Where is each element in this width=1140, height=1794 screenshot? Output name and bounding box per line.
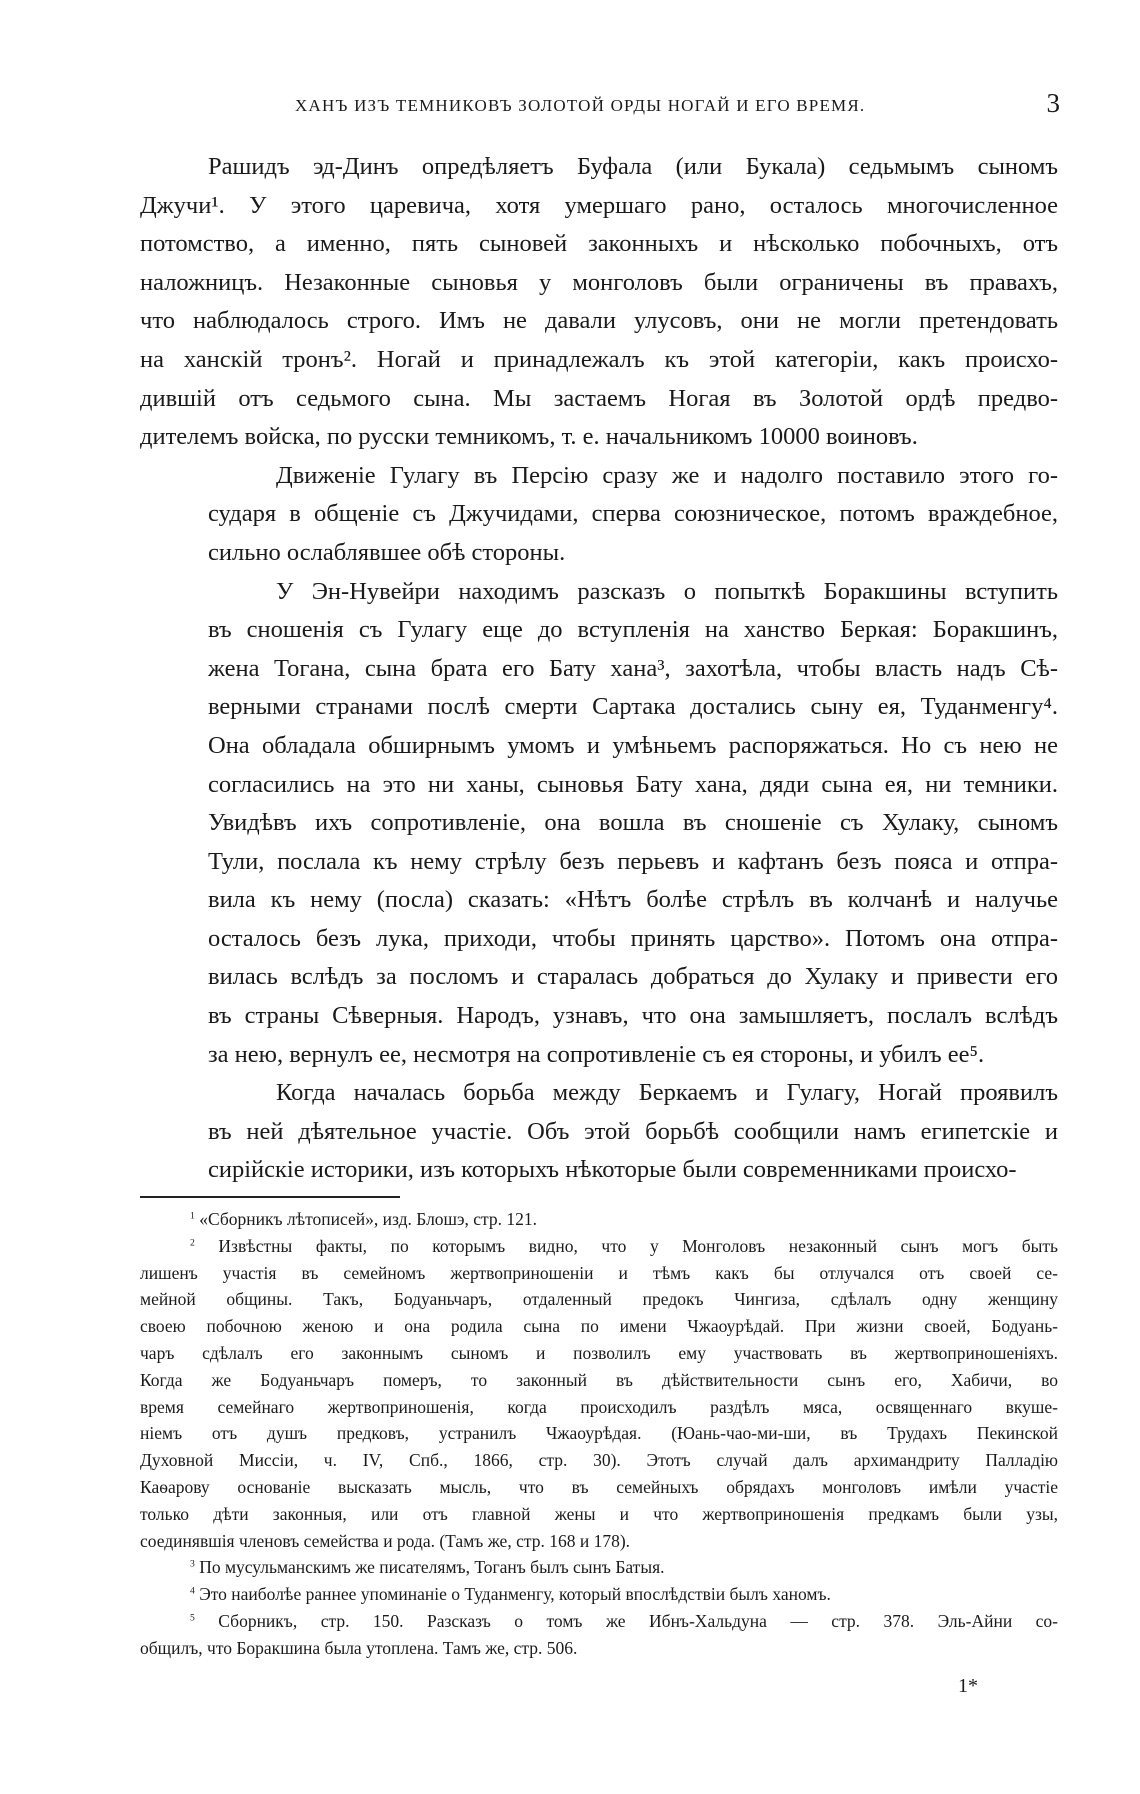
- footnote-text: соединявшія членовъ семейства и рода. (Тамъ же, стр. 168 и 178).: [140, 1530, 631, 1551]
- footnote-line: [140, 1608, 1058, 1635]
- footnote-text: ніемъ отъ душъ предковъ, устранилъ Чжаоурѣдая. (Юань-чао-ми-ши, въ Трудахъ Пекинской: [140, 1423, 1058, 1444]
- text-line: Джучи¹. У этого царевича, хотя умершаго рано, осталось многочисленное: [140, 191, 1058, 219]
- text-line: въ сношенія съ Гулагу еще до вступленія на ханство Беркая: Боракшинъ,: [208, 616, 1058, 644]
- footnote-number: 5: [190, 1612, 195, 1624]
- text-line: сударя в общеніе съ Джучидами, сперва союзническое, потомъ враждебное,: [208, 500, 1058, 528]
- footnote-line: [140, 1367, 1058, 1394]
- text-line: вилась вслѣдъ за посломъ и старалась добраться до Хулаку и привести его: [208, 963, 1058, 991]
- footnote-text: только дѣти законныя, или отъ главной жены и что жертвоприношенія предкамъ были узы,: [140, 1503, 1058, 1524]
- paragraph: [140, 573, 1058, 1075]
- footnote-line: [140, 1635, 1058, 1662]
- text-line: Рашидъ эд-Динъ опредѣляетъ Буфала (или Букала) седьмымъ сыномъ: [208, 153, 1058, 180]
- footnote-line: [140, 1554, 1058, 1581]
- footnote-text: Это наиболѣе раннее упоминаніе о Туданменгу, который впослѣдствіи былъ ханомъ.: [199, 1584, 831, 1605]
- text-line: Движеніе Гулагу въ Персію сразу же и надолго поставило этого го-: [276, 461, 1058, 489]
- footnote-line: [140, 1313, 1058, 1340]
- footnote-line: [140, 1233, 1058, 1260]
- footnote-text: чаръ сдѣлалъ его законнымъ сыномъ и позволилъ ему участвовать въ жертвоприношеніяхъ.: [140, 1342, 1058, 1363]
- footnote-separator: [140, 1196, 400, 1198]
- footnote-text: общилъ, что Боракшина была утоплена. Тамъ же, стр. 506.: [140, 1637, 578, 1658]
- paragraph: [140, 457, 1058, 573]
- footnote-text: своею побочною женою и она родила сына по имени Чжаоурѣдай. При жизни своей, Бодуань-: [140, 1316, 1058, 1337]
- footnote: [140, 1581, 1058, 1608]
- text-line: въ страны Сѣверныя. Народъ, узнавъ, что она замышляетъ, послалъ вслѣдъ: [208, 1002, 1058, 1030]
- footnote-number: 4: [190, 1585, 195, 1597]
- text-line: сильно ослаблявшее обѣ стороны.: [208, 538, 566, 566]
- text-line: дителемъ войска, по русски темникомъ, т. е. начальникомъ 10000 воиновъ.: [140, 423, 918, 451]
- footnote-line: [140, 1501, 1058, 1528]
- running-title: ХАНЪ ИЗЪ ТЕМНИКОВЪ ЗОЛОТОЙ ОРДЫ НОГАЙ И ЕГО ВРЕМЯ.: [295, 96, 866, 115]
- footnote: [140, 1608, 1058, 1662]
- footnote-text: лишенъ участія въ семейномъ жертвоприношеніи и тѣмъ какъ бы отлучался отъ своей се-: [140, 1262, 1058, 1283]
- footnote-line: [140, 1420, 1058, 1447]
- text-line: вила къ нему (посла) сказать: «Нѣтъ болѣе стрѣлъ въ колчанѣ и налучье: [208, 886, 1058, 914]
- footnote-line: [140, 1206, 1058, 1233]
- text-line: Когда началась борьба между Беркаемъ и Гулагу, Ногай проявилъ: [276, 1079, 1058, 1107]
- footnote-text: мейной общины. Такъ, Бодуаньчаръ, отдаленный предокъ Чингиза, сдѣлалъ одну женщину: [140, 1289, 1058, 1310]
- footnote-text: Каѳарову основаніе высказать мысль, что въ семейныхъ обрядахъ монголовъ имѣли участіе: [140, 1476, 1058, 1497]
- footnote-line: [140, 1260, 1058, 1287]
- footnote-number: 2: [190, 1237, 195, 1249]
- text-line: за нею, вернулъ ее, несмотря на сопротивленіе съ ея стороны, и убилъ ее⁵.: [208, 1040, 985, 1068]
- text-line: Увидѣвъ ихъ сопротивленіе, она вошла въ сношеніе съ Хулаку, сыномъ: [208, 809, 1058, 837]
- text-line: что наблюдалось строго. Имъ не давали улусовъ, они не могли претендовать: [140, 307, 1058, 335]
- footnote-line: [140, 1581, 1058, 1608]
- footnote: [140, 1233, 1058, 1555]
- page-header: [140, 88, 1060, 122]
- footnote-line: [140, 1447, 1058, 1474]
- footnote-line: [140, 1528, 1058, 1555]
- main-text: [140, 148, 1058, 1190]
- footnote-line: [140, 1286, 1058, 1313]
- text-line: У Эн-Нувейри находимъ разсказъ о попыткѣ Боракшины вступить: [276, 577, 1058, 605]
- text-line: на ханскій тронъ². Ногай и принадлежалъ къ этой категоріи, какъ происхо-: [140, 345, 1058, 373]
- footnote-line: [140, 1394, 1058, 1421]
- signature-mark: 1*: [958, 1675, 978, 1697]
- text-line: въ ней дѣятельное участіе. Объ этой борьбѣ сообщили намъ египетскіе и: [208, 1117, 1058, 1145]
- text-line: согласились на это ни ханы, сыновья Бату хана, дяди сына ея, ни темники.: [208, 770, 1058, 798]
- footnote-line: [140, 1340, 1058, 1367]
- text-line: жена Тогана, сына брата его Бату хана³, захотѣла, чтобы власть надъ Сѣ-: [208, 654, 1058, 682]
- text-line: Тули, послала къ нему стрѣлу безъ перьевъ и кафтанъ безъ пояса и отпра-: [208, 847, 1058, 875]
- footnote-text: «Сборникъ лѣтописей», изд. Блошэ, стр. 121.: [199, 1209, 538, 1229]
- text-line: осталось безъ лука, приходи, чтобы принять царство». Потомъ она отпра-: [208, 924, 1058, 952]
- footnote-text: По мусульманскимъ же писателямъ, Тоганъ былъ сынъ Батыя.: [199, 1557, 665, 1578]
- footnote: [140, 1554, 1058, 1581]
- footnote-text: время семейнаго жертвоприношенія, когда происходилъ раздѣлъ мяса, освященнаго вкуше-: [140, 1396, 1058, 1417]
- footnotes: [140, 1206, 1058, 1662]
- footnote-number: 3: [190, 1558, 195, 1570]
- text-line: потомство, а именно, пять сыновей законныхъ и нѣсколько побочныхъ, отъ: [140, 230, 1058, 258]
- text-line: дившій отъ седьмого сына. Мы застаемъ Ногая въ Золотой ордѣ предво-: [140, 384, 1058, 412]
- paragraph: [140, 1074, 1058, 1190]
- page-number: 3: [1046, 88, 1060, 118]
- footnote-line: [140, 1474, 1058, 1501]
- text-line: верными странами послѣ смерти Сартака достались сыну ея, Туданменгу⁴.: [208, 693, 1058, 721]
- paragraph: [140, 148, 1058, 457]
- footnote-text: Духовной Миссіи, ч. IV, Спб., 1866, стр. 30). Этотъ случай далъ архимандриту Палладію: [140, 1450, 1058, 1471]
- footnote: [140, 1206, 1058, 1233]
- text-line: Она обладала обширнымъ умомъ и умѣньемъ распоряжаться. Но съ нею не: [208, 731, 1058, 759]
- text-line: наложницъ. Незаконные сыновья у монголовъ были ограничены въ правахъ,: [140, 268, 1058, 296]
- footnote-text: Когда же Бодуаньчаръ померъ, то законный въ дѣйствительности сынъ его, Хабичи, во: [140, 1369, 1058, 1390]
- footnote-number: 1: [190, 1210, 195, 1222]
- footnote-text: Извѣстны факты, по которымъ видно, что у Монголовъ незаконный сынъ могъ быть: [218, 1235, 1059, 1256]
- text-line: сирійскіе историки, изъ которыхъ нѣкоторые были современниками происхо-: [208, 1156, 1017, 1184]
- footnote-text: Сборникъ, стр. 150. Разсказъ о томъ же Ибнъ-Хальдуна — стр. 378. Эль-Айни со-: [218, 1610, 1059, 1631]
